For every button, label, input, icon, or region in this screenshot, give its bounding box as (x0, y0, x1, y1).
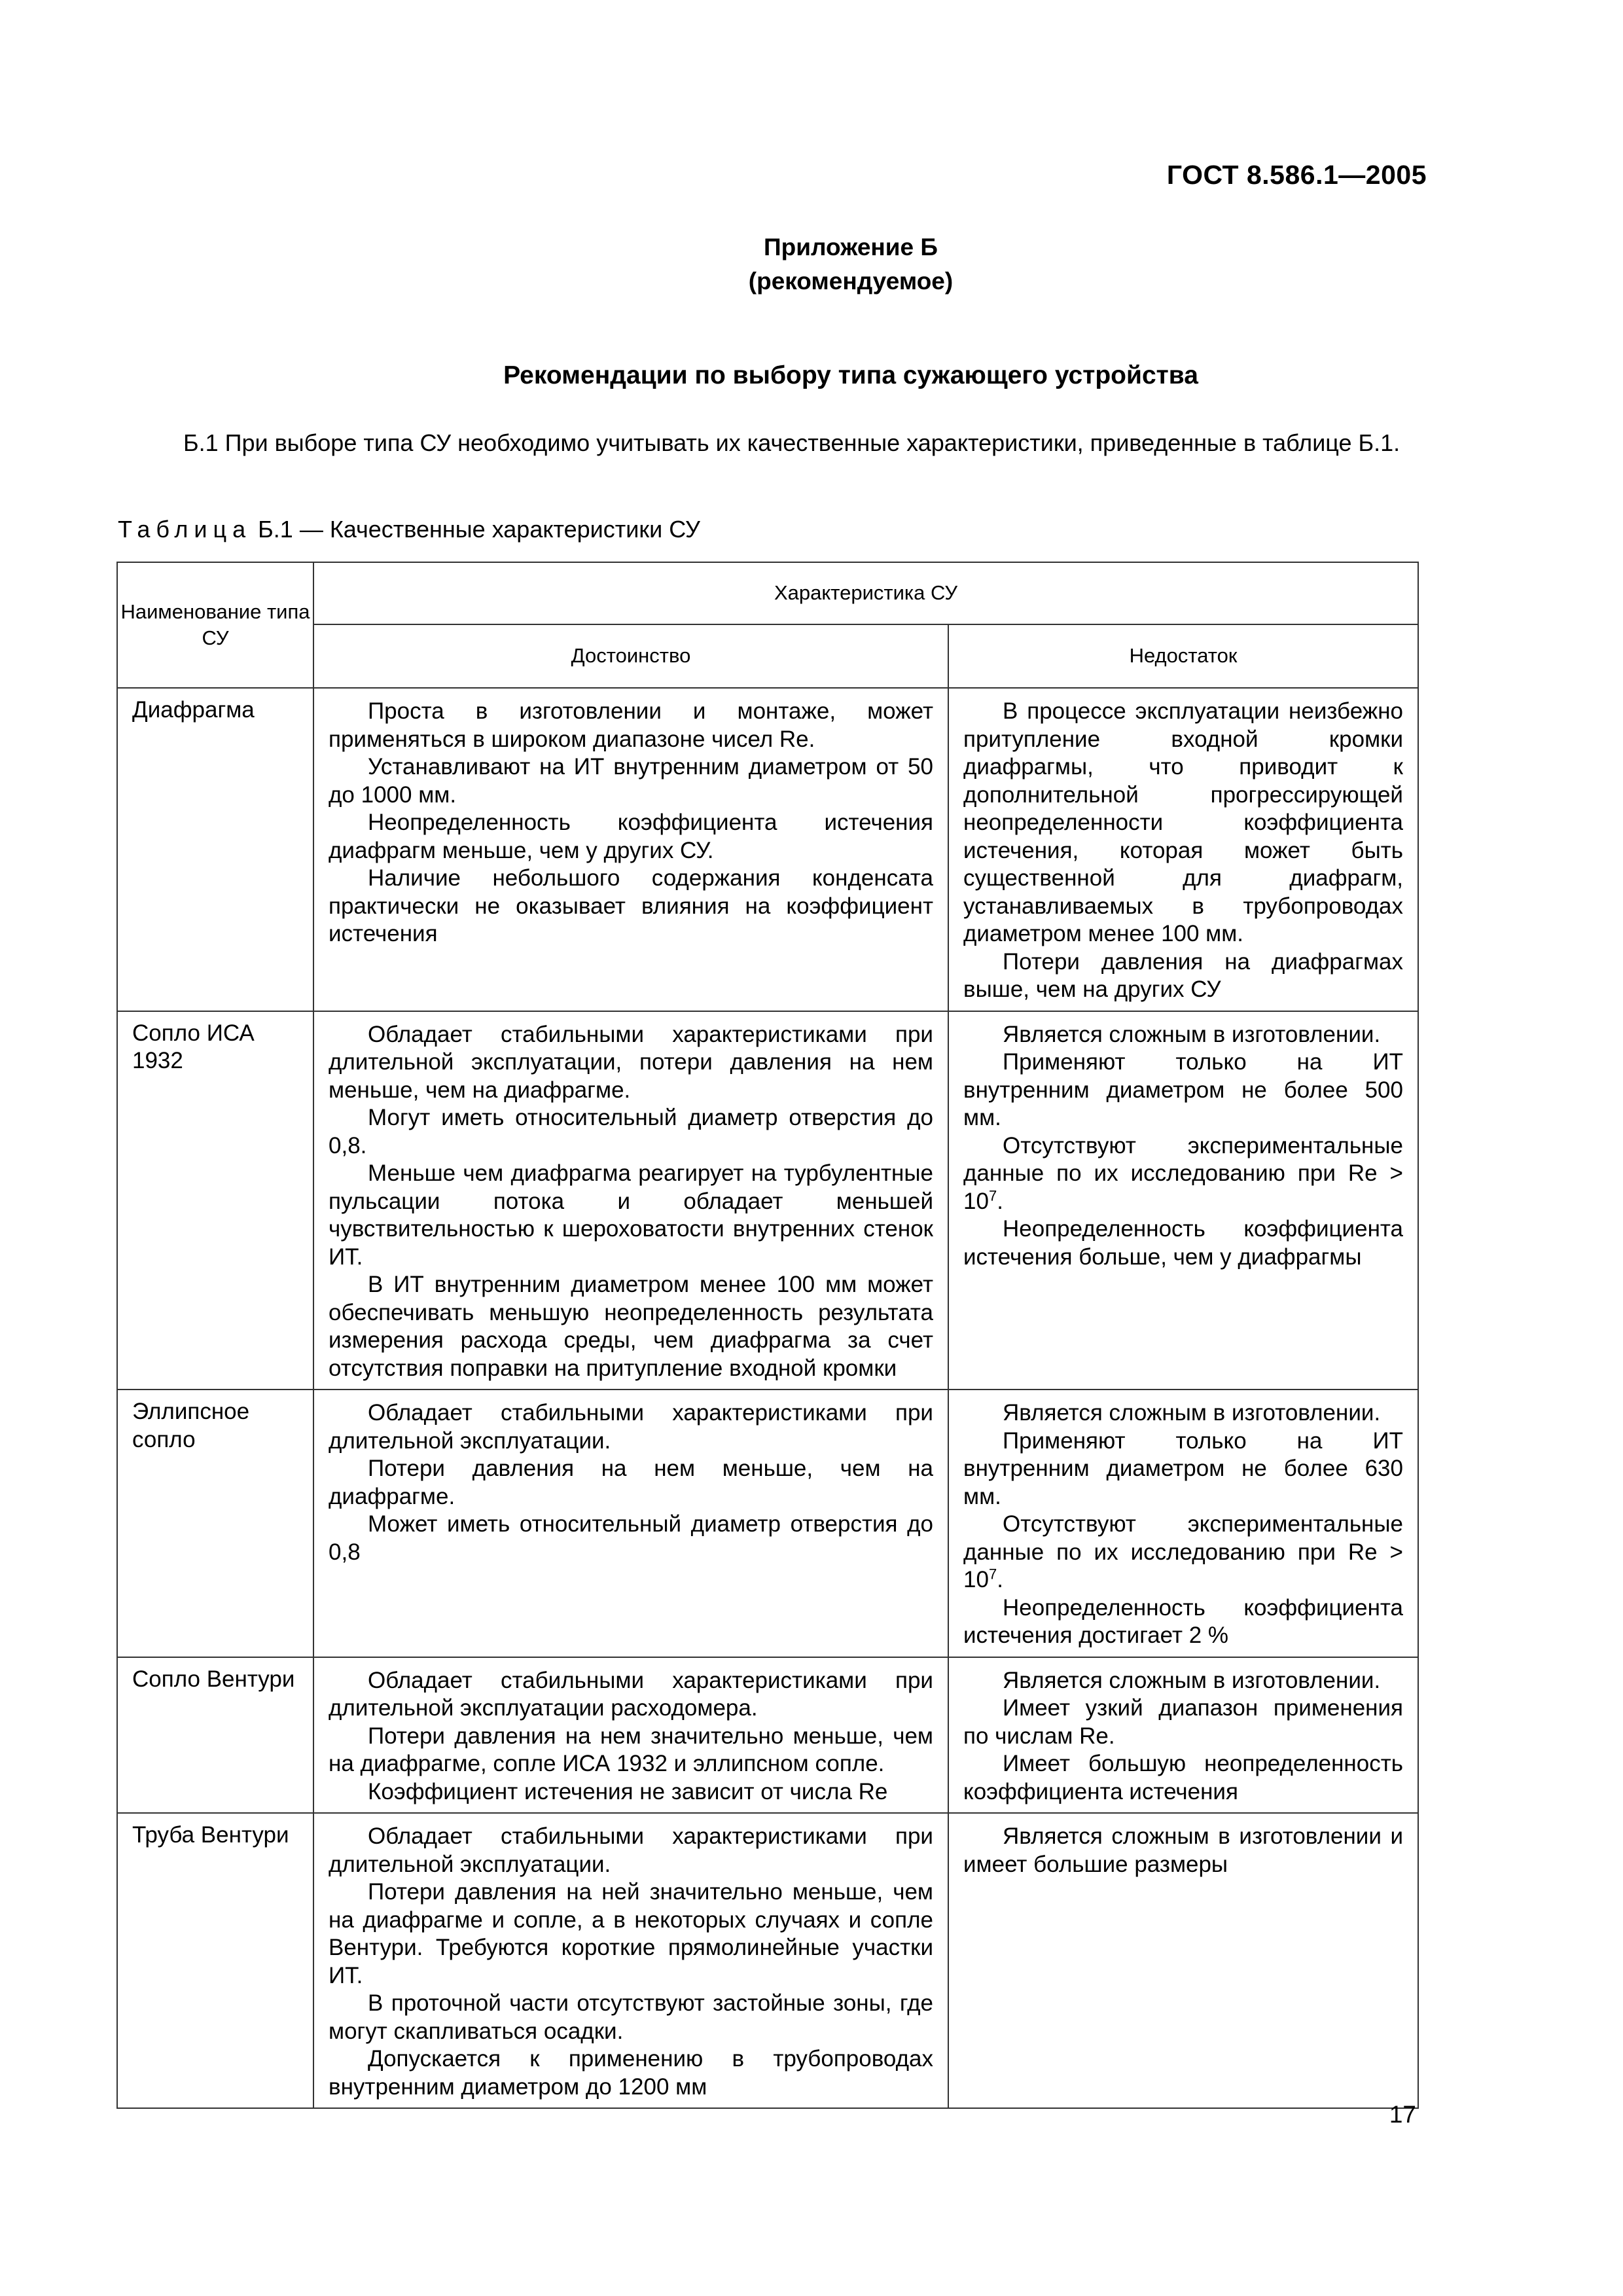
table-row (117, 1813, 1418, 2108)
re-exponent: 7 (988, 1187, 997, 1204)
disadvantage-text: Применяют только на ИТ внутренним диаметром не более 500 мм. (963, 1049, 1403, 1130)
disadvantage-cell (948, 688, 1418, 1011)
re-text: Отсутствуют экспериментальные данные по их исследованию при Re > 10 (963, 1511, 1403, 1592)
advantage-text: Может иметь относительный диаметр отверстия до 0,8 (329, 1511, 933, 1565)
header-disadvantage: Недостаток (948, 624, 1418, 688)
disadvantage-text: Является сложным в изготовлении и имеет большие размеры (963, 1823, 1403, 1877)
advantage-cell (313, 1011, 948, 1390)
advantage-text: Наличие небольшого содержания конденсата практически не оказывает влияния на коэффициент истечения (329, 865, 933, 946)
advantage-text: Коэффициент истечения не зависит от числа Re (368, 1778, 888, 1804)
advantage-text: Обладает стабильными характеристиками при длительной эксплуатации расходомера. (329, 1667, 933, 1721)
table-row (117, 1011, 1418, 1390)
disadvantage-text: Является сложным в изготовлении. (1003, 1021, 1381, 1047)
type-name: Сопло Вентури (117, 1657, 313, 1814)
advantage-text: Меньше чем диафрагма реагирует на турбулентные пульсации потока и обладает меньшей чувствительностью к шероховатости внутренних стенок ИТ. (329, 1160, 933, 1270)
advantage-text: Обладает стабильными характеристиками при длительной эксплуатации. (329, 1400, 933, 1454)
advantage-text: В проточной части отсутствуют застойные зоны, где могут скапливаться осадки. (329, 1990, 933, 2044)
table-row (117, 688, 1418, 1011)
advantage-text: Потери давления на нем значительно меньше, чем на диафрагме, сопле ИСА 1932 и эллипсном сопле. (329, 1723, 933, 1776)
disadvantage-text: Неопределенность коэффициента истечения достигает 2 % (963, 1594, 1403, 1648)
header-type-name: Наименование типа СУ (117, 562, 313, 688)
page-number: 17 (1389, 2101, 1416, 2128)
re-tail: . (997, 1567, 1003, 1592)
advantage-text: Обладает стабильными характеристиками при длительной эксплуатации, потери давления на нем меньше, чем на диафрагме. (329, 1021, 933, 1103)
advantage-text: Обладает стабильными характеристиками при длительной эксплуатации. (329, 1823, 933, 1877)
re-tail: . (997, 1188, 1003, 1214)
table-row (117, 1657, 1418, 1814)
intro-paragraph: Б.1 При выборе типа СУ необходимо учитывать их качественные характеристики, приведенные в таблице Б.1. (183, 429, 1400, 456)
advantage-text: Проста в изготовлении и монтаже, может применяться в широком диапазоне чисел Re. (329, 698, 933, 752)
disadvantage-text: В процессе эксплуатации неизбежно притупление входной кромки диафрагмы, что приводит к дополнительной прогрессирующей неопределенности коэффициента истечения, которая может быть существенной для диафрагм, устанавливаемых в трубопроводах диаметром менее 100 мм. (963, 698, 1403, 946)
disadvantage-cell (948, 1657, 1418, 1814)
advantage-cell (313, 1657, 948, 1814)
table-caption-text: Б.1 — Качественные характеристики СУ (258, 516, 700, 543)
disadvantage-text: Потери давления на диафрагмах выше, чем на других СУ (963, 948, 1403, 1002)
disadvantage-cell (948, 1813, 1418, 2108)
appendix-subtitle: (рекомендуемое) (748, 268, 954, 295)
advantage-text: Допускается к применению в трубопроводах внутренним диаметром до 1200 мм (329, 2046, 933, 2100)
type-name: Диафрагма (117, 688, 313, 1011)
table-caption (118, 516, 700, 543)
type-name: Эллипсное сопло (117, 1390, 313, 1657)
header-advantage: Достоинство (313, 624, 948, 688)
disadvantage-text: Является сложным в изготовлении. (1003, 1400, 1381, 1426)
type-name: Сопло ИСА 1932 (117, 1011, 313, 1390)
disadvantage-text: Имеет большую неопределенность коэффициента истечения (963, 1751, 1403, 1804)
appendix-heading (0, 230, 1623, 298)
advantage-cell (313, 1390, 948, 1657)
standard-code: ГОСТ 8.586.1—2005 (1166, 160, 1427, 190)
appendix-title: Приложение Б (764, 234, 938, 260)
table-row (117, 1390, 1418, 1657)
re-exponent: 7 (988, 1566, 997, 1583)
disadvantage-text-re (963, 1132, 1403, 1216)
advantage-text: Неопределенность коэффициента истечения диафрагм меньше, чем у других СУ. (329, 810, 933, 863)
disadvantage-text-re (963, 1511, 1403, 1594)
disadvantage-text: Применяют только на ИТ внутренним диаметром не более 630 мм. (963, 1427, 1403, 1509)
advantage-cell (313, 1813, 948, 2108)
table-caption-label: Таблица (118, 516, 252, 543)
disadvantage-text: Неопределенность коэффициента истечения больше, чем у диафрагмы (963, 1216, 1403, 1270)
disadvantage-text: Является сложным в изготовлении. (1003, 1667, 1381, 1693)
header-characteristic: Характеристика СУ (313, 562, 1418, 624)
re-text: Отсутствуют экспериментальные данные по их исследованию при Re > 10 (963, 1132, 1403, 1214)
advantage-text: Потери давления на ней значительно меньше, чем на диафрагме и сопле, а в некоторых случаях и сопле Вентури. Требуются короткие прямолинейные участки ИТ. (329, 1879, 933, 1988)
section-title: Рекомендации по выбору типа сужающего устройства (503, 361, 1198, 389)
advantage-text: В ИТ внутренним диаметром менее 100 мм может обеспечивать меньшую неопределенность результата измерения расхода среды, чем диафрагма за счет отсутствия поправки на притупление входной кромки (329, 1272, 933, 1381)
advantage-text: Потери давления на нем меньше, чем на диафрагме. (329, 1456, 933, 1509)
disadvantage-cell (948, 1390, 1418, 1657)
advantage-cell (313, 688, 948, 1011)
advantage-text: Устанавливают на ИТ внутренним диаметром от 50 до 1000 мм. (329, 754, 933, 808)
advantage-text: Могут иметь относительный диаметр отверстия до 0,8. (329, 1105, 933, 1158)
type-name: Труба Вентури (117, 1813, 313, 2108)
characteristics-table (116, 562, 1419, 2109)
disadvantage-cell (948, 1011, 1418, 1390)
disadvantage-text: Имеет узкий диапазон применения по числам Re. (963, 1695, 1403, 1749)
